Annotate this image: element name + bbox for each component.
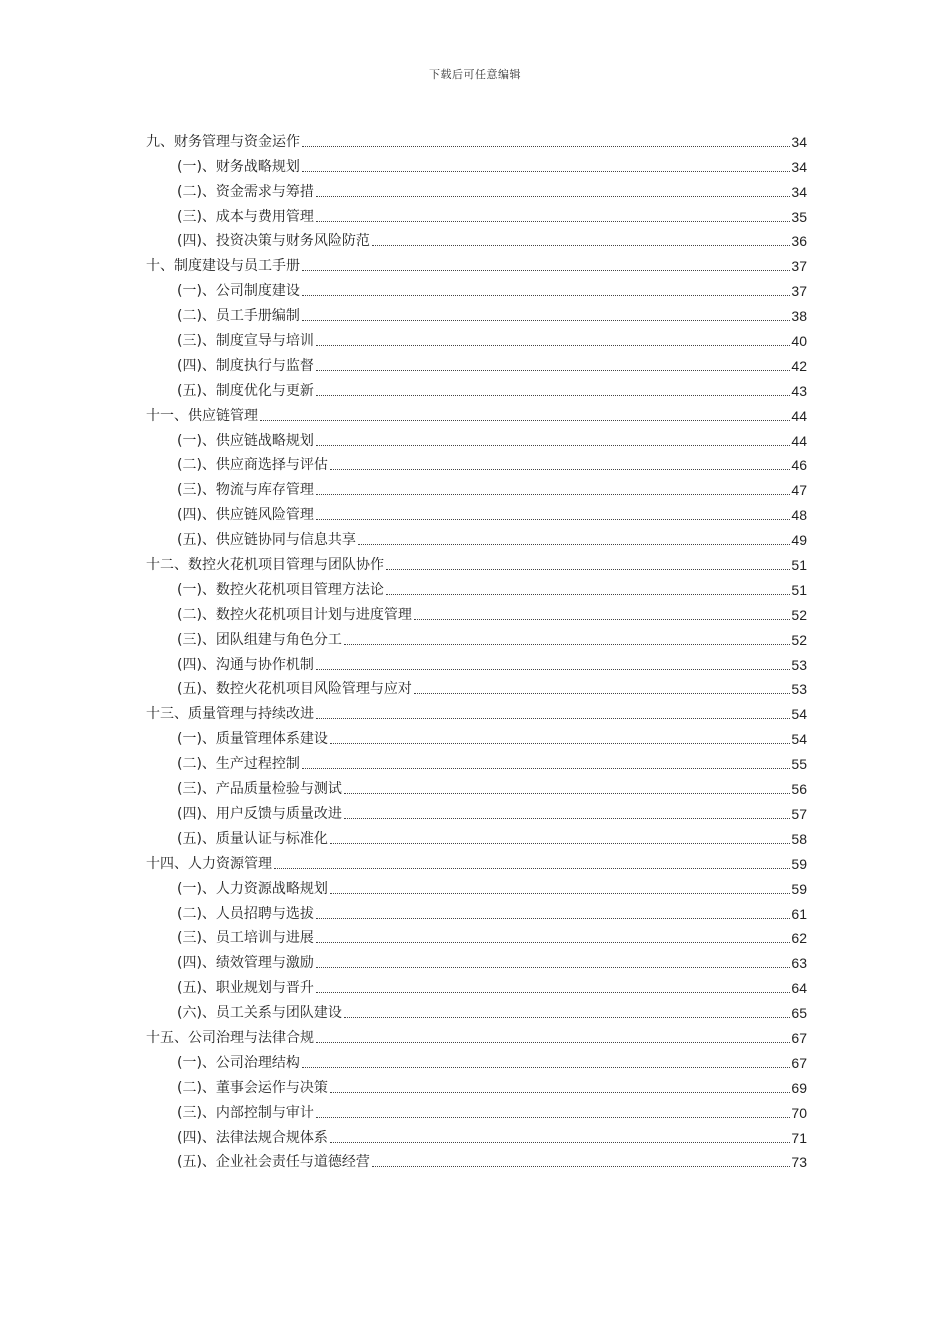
dot-leader [344,818,790,819]
toc-entry-title: (三)、员工培训与进展 [177,930,314,947]
toc-page-number: 58 [791,830,807,847]
toc-entry-title: 十二、数控火花机项目管理与团队协作 [146,557,384,574]
toc-page-number: 37 [791,283,807,300]
toc-page-number: 70 [791,1104,807,1121]
toc-entry-title: (五)、数控火花机项目风险管理与应对 [177,681,412,698]
toc-page-number: 52 [791,631,807,648]
dot-leader [344,793,790,794]
toc-entry-title: (二)、员工手册编制 [177,308,300,325]
dot-leader [386,569,790,570]
dot-leader [316,992,790,993]
toc-entry-title: 九、财务管理与资金运作 [146,133,300,150]
toc-entry-title: (二)、数控火花机项目计划与进度管理 [177,606,412,623]
toc-entry-title: (五)、质量认证与标准化 [177,830,328,847]
toc-page-number: 47 [791,482,807,499]
toc-section-entry[interactable] [146,823,807,848]
toc-chapter-entry[interactable] [146,549,807,574]
dot-leader [302,1067,790,1068]
toc-section-entry[interactable] [146,1072,807,1097]
toc-section-entry[interactable] [146,923,807,948]
dot-leader [316,370,790,371]
toc-entry-title: (二)、生产过程控制 [177,756,300,773]
toc-entry-title: (二)、资金需求与筹措 [177,183,314,200]
toc-section-entry[interactable] [146,599,807,624]
toc-page-number: 34 [791,133,807,150]
dot-leader [316,345,790,346]
toc-page-number: 73 [791,1154,807,1171]
dot-leader [330,893,790,894]
dot-leader [344,1017,790,1018]
toc-page-number: 36 [791,233,807,250]
toc-page-number: 63 [791,955,807,972]
toc-chapter-entry[interactable] [146,848,807,873]
toc-entry-title: 十四、人力资源管理 [146,855,272,872]
toc-page-number: 69 [791,1079,807,1096]
toc-page-number: 42 [791,357,807,374]
toc-page-number: 61 [791,905,807,922]
toc-section-entry[interactable] [146,1147,807,1172]
toc-chapter-entry[interactable] [146,698,807,723]
dot-leader [414,619,790,620]
toc-page-number: 62 [791,930,807,947]
toc-entry-title: (一)、供应链战略规划 [177,432,314,449]
toc-page-number: 40 [791,333,807,350]
dot-leader [330,469,790,470]
toc-entry-title: (四)、绩效管理与激励 [177,955,314,972]
toc-entry-title: (一)、财务战略规划 [177,158,300,175]
toc-entry-title: (一)、公司制度建设 [177,283,300,300]
toc-page-number: 46 [791,457,807,474]
toc-entry-title: (四)、制度执行与监督 [177,357,314,374]
toc-page-number: 53 [791,656,807,673]
dot-leader [330,843,790,844]
dot-leader [330,1142,790,1143]
toc-page-number: 51 [791,581,807,598]
toc-section-entry[interactable] [146,474,807,499]
toc-entry-title: (五)、职业规划与晋升 [177,980,314,997]
toc-page-number: 59 [791,880,807,897]
toc-entry-title: 十一、供应链管理 [146,407,258,424]
toc-page-number: 54 [791,706,807,723]
toc-entry-title: (五)、企业社会责任与道德经营 [177,1154,370,1171]
toc-entry-title: 十三、质量管理与持续改进 [146,706,314,723]
toc-section-entry[interactable] [146,201,807,226]
dot-leader [316,942,790,943]
toc-chapter-entry[interactable] [146,250,807,275]
toc-section-entry[interactable] [146,275,807,300]
dot-leader [316,519,790,520]
toc-section-entry[interactable] [146,898,807,923]
dot-leader [274,868,790,869]
toc-section-entry[interactable] [146,997,807,1022]
dot-leader [316,718,790,719]
toc-entry-title: (一)、公司治理结构 [177,1054,300,1071]
toc-page-number: 56 [791,781,807,798]
toc-page-number: 34 [791,183,807,200]
toc-page-number: 67 [791,1029,807,1046]
toc-entry-title: (五)、制度优化与更新 [177,382,314,399]
toc-section-entry[interactable] [146,674,807,699]
toc-chapter-entry[interactable] [146,126,807,151]
dot-leader [302,295,790,296]
toc-page-number: 51 [791,557,807,574]
toc-page-number: 65 [791,1005,807,1022]
toc-page-number: 44 [791,407,807,424]
dot-leader [372,245,790,246]
toc-page-number: 54 [791,731,807,748]
toc-entry-title: (四)、沟通与协作机制 [177,656,314,673]
toc-page-number: 44 [791,432,807,449]
toc-entry-title: (三)、团队组建与角色分工 [177,631,342,648]
toc-page-number: 34 [791,158,807,175]
toc-page-number: 59 [791,855,807,872]
toc-section-entry[interactable] [146,1122,807,1147]
toc-section-entry[interactable] [146,350,807,375]
dot-leader [316,445,790,446]
toc-entry-title: (一)、人力资源战略规划 [177,880,328,897]
toc-section-entry[interactable] [146,300,807,325]
toc-entry-title: (三)、成本与费用管理 [177,208,314,225]
toc-section-entry[interactable] [146,649,807,674]
toc-page-number: 57 [791,805,807,822]
dot-leader [316,669,790,670]
toc-section-entry[interactable] [146,325,807,350]
dot-leader [358,544,790,545]
dot-leader [302,171,790,172]
toc-page-number: 43 [791,382,807,399]
toc-section-entry[interactable] [146,748,807,773]
dot-leader [316,967,790,968]
toc-entry-title: 十、制度建设与员工手册 [146,258,300,275]
toc-page-number: 37 [791,258,807,275]
dot-leader [316,196,790,197]
toc-section-entry[interactable] [146,499,807,524]
toc-page-number: 53 [791,681,807,698]
toc-section-entry[interactable] [146,425,807,450]
toc-entry-title: (一)、数控火花机项目管理方法论 [177,581,384,598]
toc-page-number: 48 [791,507,807,524]
toc-section-entry[interactable] [146,947,807,972]
toc-section-entry[interactable] [146,176,807,201]
toc-entry-title: (四)、用户反馈与质量改进 [177,805,342,822]
toc-section-entry[interactable] [146,226,807,251]
toc-page-number: 35 [791,208,807,225]
dot-leader [344,644,790,645]
dot-leader [316,494,790,495]
dot-leader [316,1117,790,1118]
toc-entry-title: (二)、董事会运作与决策 [177,1079,328,1096]
toc-entry-title: (三)、内部控制与审计 [177,1104,314,1121]
toc-section-entry[interactable] [146,574,807,599]
table-of-contents [146,126,807,1171]
toc-entry-title: (一)、质量管理体系建设 [177,731,328,748]
toc-entry-title: (四)、投资决策与财务风险防范 [177,233,370,250]
dot-leader [386,594,790,595]
toc-entry-title: (四)、供应链风险管理 [177,507,314,524]
toc-page-number: 71 [791,1129,807,1146]
dot-leader [260,420,790,421]
toc-chapter-entry[interactable] [146,400,807,425]
toc-section-entry[interactable] [146,375,807,400]
dot-leader [316,395,790,396]
toc-page-number: 49 [791,532,807,549]
dot-leader [414,693,790,694]
toc-entry-title: (四)、法律法规合规体系 [177,1129,328,1146]
toc-page-number: 67 [791,1054,807,1071]
toc-entry-title: (二)、供应商选择与评估 [177,457,328,474]
toc-entry-title: (三)、制度宣导与培训 [177,333,314,350]
toc-section-entry[interactable] [146,1097,807,1122]
toc-chapter-entry[interactable] [146,1022,807,1047]
toc-section-entry[interactable] [146,723,807,748]
page-header: 下载后可任意编辑 [429,68,521,81]
dot-leader [302,146,790,147]
toc-entry-title: (三)、产品质量检验与测试 [177,781,342,798]
dot-leader [316,1042,790,1043]
dot-leader [302,320,790,321]
toc-page-number: 55 [791,756,807,773]
toc-section-entry[interactable] [146,151,807,176]
dot-leader [302,270,790,271]
dot-leader [372,1166,790,1167]
toc-section-entry[interactable] [146,972,807,997]
dot-leader [316,918,790,919]
toc-entry-title: (五)、供应链协同与信息共享 [177,532,356,549]
toc-section-entry[interactable] [146,873,807,898]
dot-leader [330,1092,790,1093]
toc-entry-title: (二)、人员招聘与选拔 [177,905,314,922]
toc-entry-title: (六)、员工关系与团队建设 [177,1005,342,1022]
toc-section-entry[interactable] [146,1047,807,1072]
toc-page-number: 38 [791,308,807,325]
toc-section-entry[interactable] [146,624,807,649]
toc-section-entry[interactable] [146,773,807,798]
toc-section-entry[interactable] [146,524,807,549]
toc-section-entry[interactable] [146,798,807,823]
toc-page-number: 52 [791,606,807,623]
toc-page-number: 64 [791,980,807,997]
toc-section-entry[interactable] [146,450,807,475]
dot-leader [316,221,790,222]
dot-leader [302,768,790,769]
toc-entry-title: (三)、物流与库存管理 [177,482,314,499]
dot-leader [330,743,790,744]
toc-entry-title: 十五、公司治理与法律合规 [146,1029,314,1046]
